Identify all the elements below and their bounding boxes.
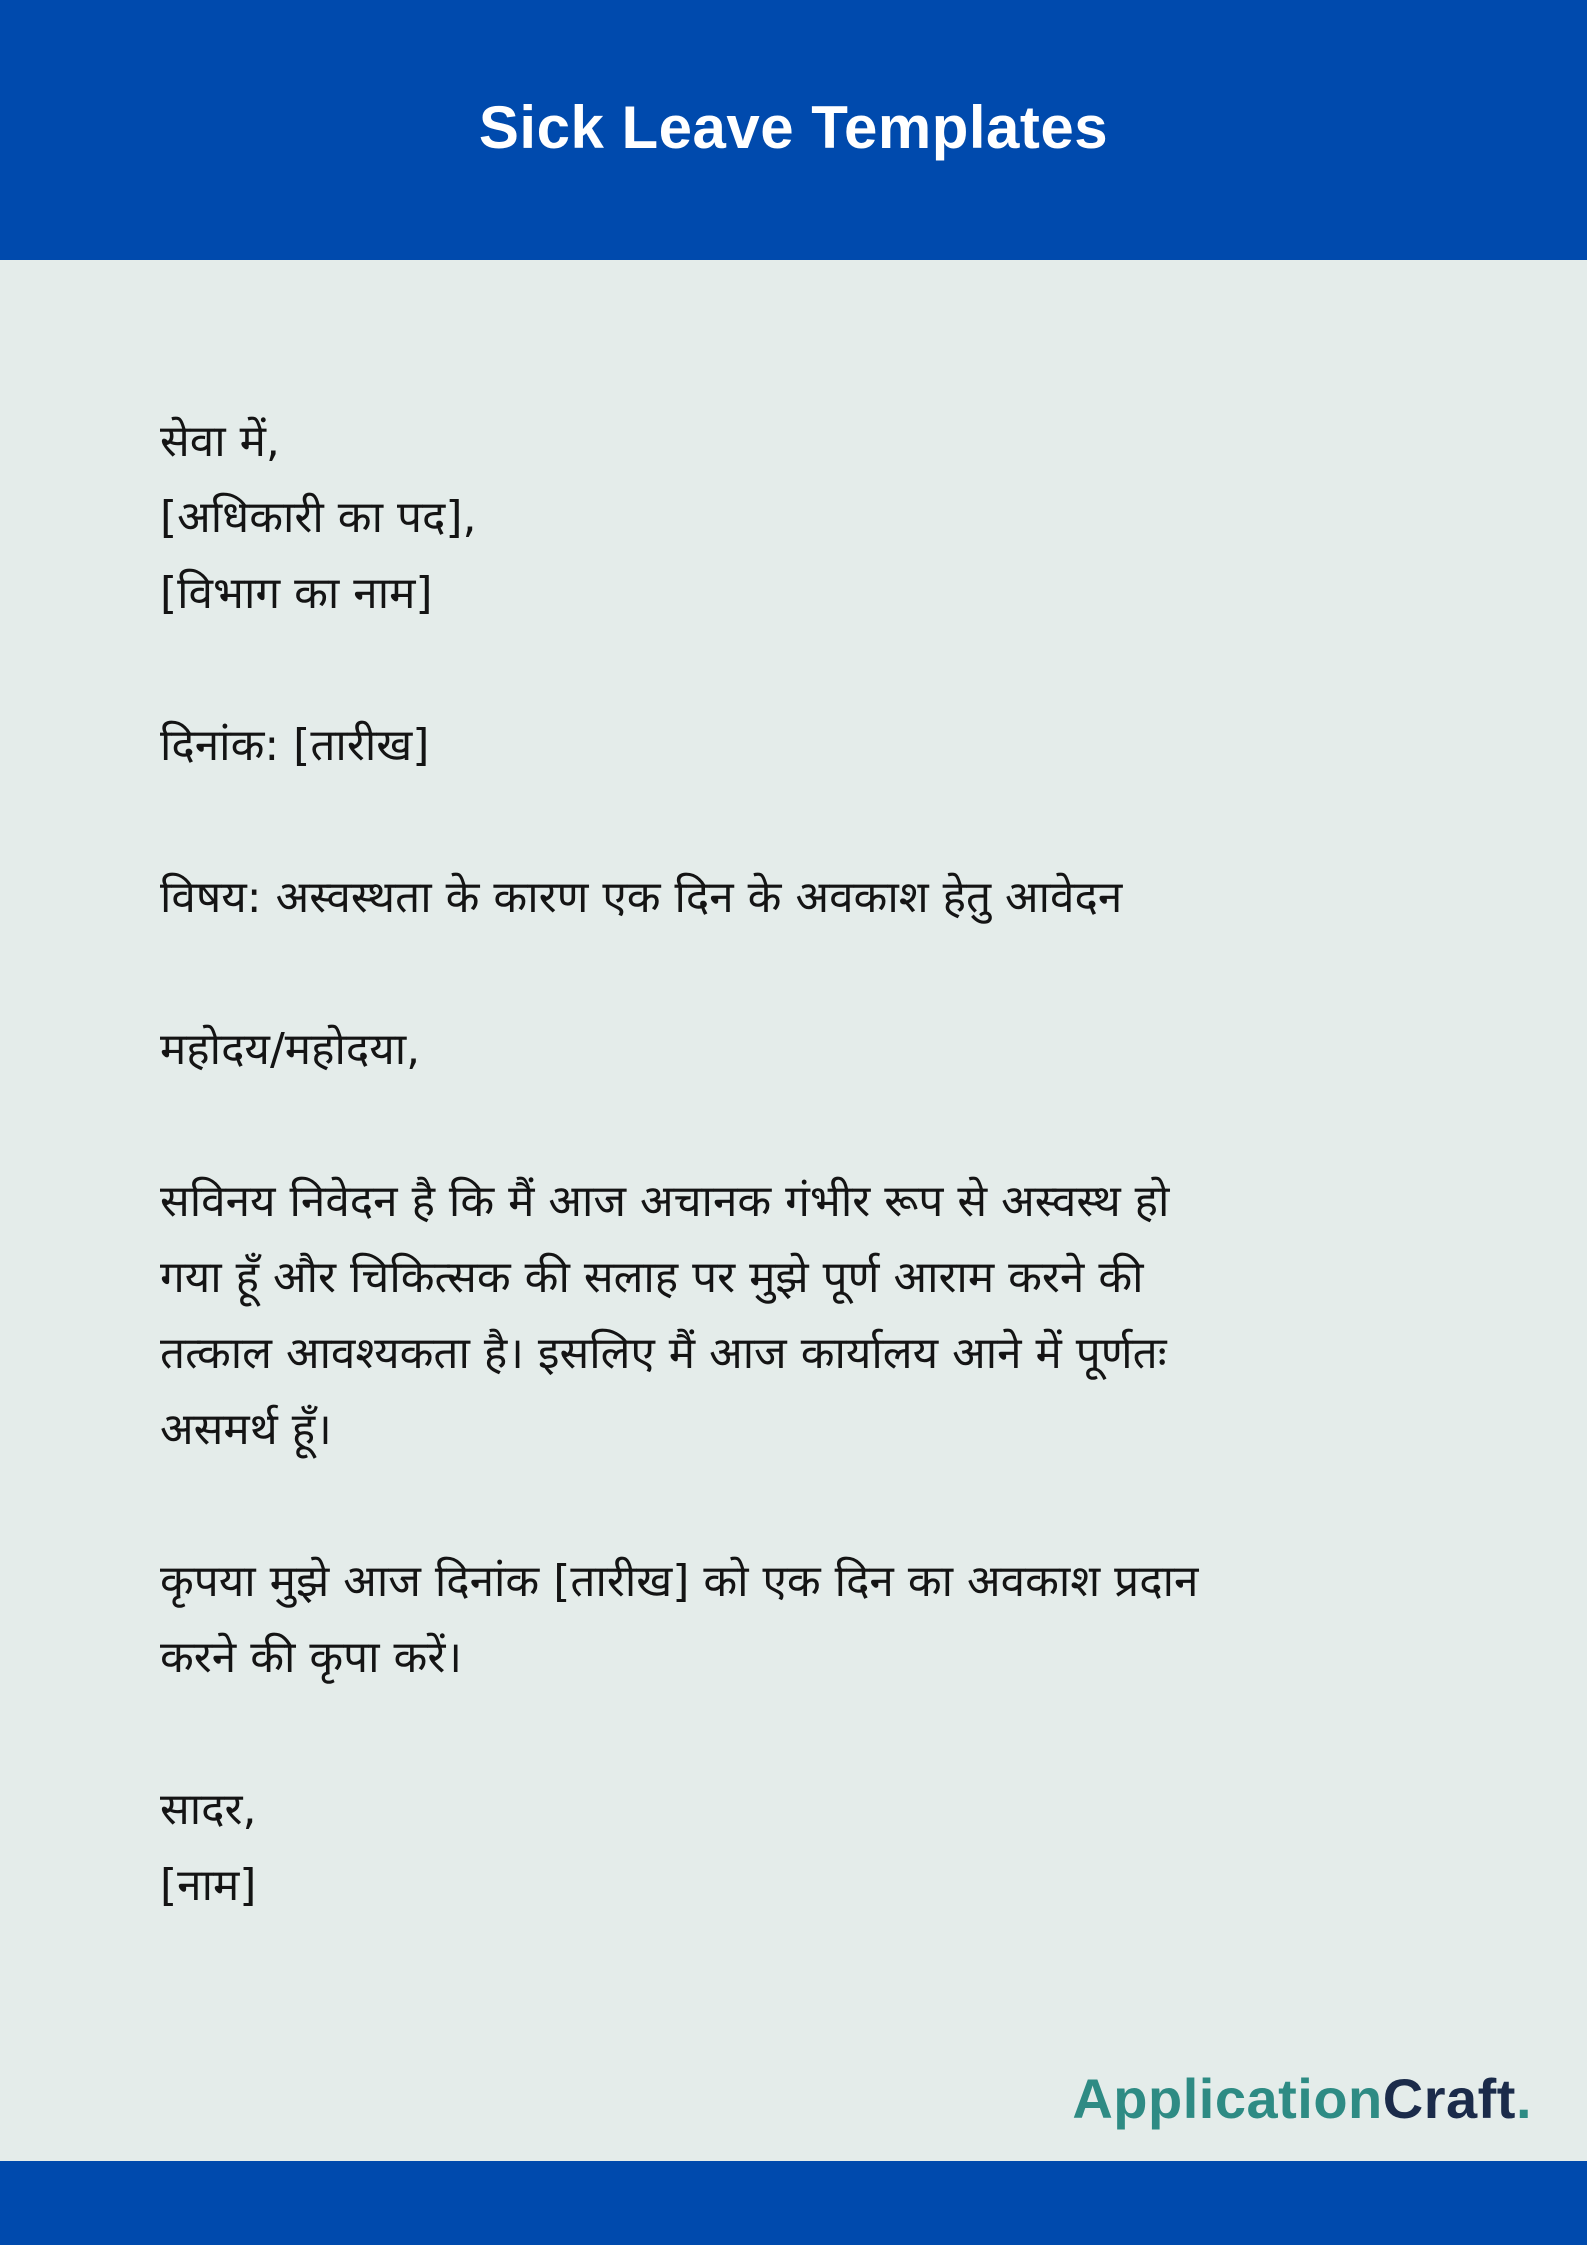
spacer — [160, 936, 1460, 1012]
brand-logo-part2: Craft — [1382, 2067, 1516, 2130]
recipient-department: [विभाग का नाम] — [160, 568, 433, 619]
letter-greeting: महोदय/महोदया, — [160, 1024, 421, 1075]
body-paragraph-1-line: तत्काल आवश्यकता है। इसलिए मैं आज कार्यालय आने में पूर्णतः — [160, 1328, 1167, 1379]
brand-logo-part1: Application — [1072, 2067, 1383, 2130]
page-title: Sick Leave Templates — [478, 93, 1109, 161]
sender-name: [नाम] — [160, 1860, 257, 1911]
brand-logo-dot: . — [1515, 2067, 1532, 2130]
spacer — [160, 1468, 1460, 1544]
letter-closing: सादर, — [160, 1784, 257, 1835]
spacer — [160, 632, 1460, 708]
spacer — [160, 1088, 1460, 1164]
letter-body — [160, 404, 1460, 1924]
recipient-officer: [अधिकारी का पद], — [160, 492, 477, 543]
body-paragraph-2-line: करने की कृपा करें। — [160, 1632, 462, 1683]
brand-logo — [1072, 2066, 1532, 2131]
footer-bar — [0, 2161, 1587, 2245]
spacer — [160, 784, 1460, 860]
body-paragraph-1-line: गया हूँ और चिकित्सक की सलाह पर मुझे पूर्ण आराम करने की — [160, 1252, 1144, 1303]
recipient-salutation: सेवा में, — [160, 416, 280, 467]
spacer — [160, 1696, 1460, 1772]
body-paragraph-1-line: असमर्थ हूँ। — [160, 1404, 332, 1455]
letter-subject: विषय: अस्वस्थता के कारण एक दिन के अवकाश हेतु आवेदन — [160, 872, 1123, 923]
letter-date: दिनांक: [तारीख] — [160, 720, 430, 771]
header-banner — [0, 0, 1587, 260]
body-paragraph-1-line: सविनय निवेदन है कि मैं आज अचानक गंभीर रूप से अस्वस्थ हो — [160, 1176, 1170, 1227]
body-paragraph-2-line: कृपया मुझे आज दिनांक [तारीख] को एक दिन का अवकाश प्रदान — [160, 1556, 1199, 1607]
